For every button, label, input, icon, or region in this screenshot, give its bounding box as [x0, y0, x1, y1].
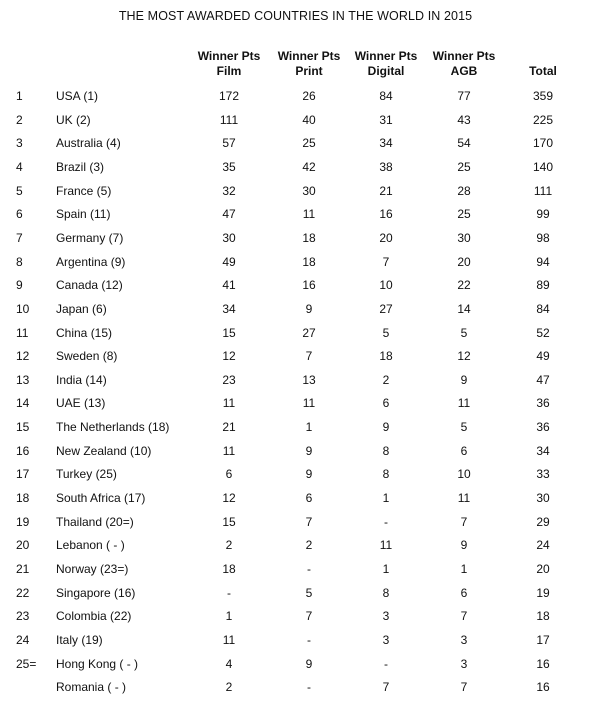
cell-country: Italy (19) [56, 632, 103, 647]
cell-rank: 11 [16, 325, 29, 340]
cell-film: 41 [222, 278, 236, 293]
cell-agb: 5 [460, 325, 468, 340]
cell-total: 18 [536, 609, 550, 624]
table-row [0, 609, 591, 632]
cell-digital: 9 [382, 420, 390, 435]
cell-digital: 84 [379, 89, 393, 103]
cell-total: 29 [536, 514, 550, 529]
cell-print: 5 [305, 585, 313, 600]
cell-agb: 1 [460, 562, 468, 576]
cell-film: 34 [222, 301, 236, 316]
cell-country: New Zealand (10) [56, 443, 152, 458]
cell-country: Romania ( - ) [56, 680, 127, 695]
cell-total: 19 [536, 585, 550, 600]
cell-country: USA (1) [56, 89, 99, 103]
cell-country: Lebanon ( - ) [56, 538, 125, 553]
cell-country: Colombia (22) [56, 609, 132, 624]
cell-rank: 13 [16, 372, 30, 387]
cell-print: 40 [302, 112, 316, 127]
cell-agb: 11 [457, 396, 471, 411]
cell-film: 23 [222, 372, 236, 387]
header-digital-line1: Winner Pts [354, 49, 418, 63]
cell-agb: 25 [457, 207, 471, 222]
cell-rank: 3 [16, 136, 23, 151]
cell-rank: 1 [16, 89, 23, 103]
cell-digital: 21 [379, 183, 393, 198]
cell-digital: 7 [382, 680, 390, 695]
cell-rank: 18 [16, 491, 30, 506]
cell-print: - [307, 680, 311, 695]
cell-rank: 5 [16, 183, 23, 198]
cell-total: 49 [536, 349, 550, 364]
table-row [0, 562, 591, 585]
cell-total: 52 [536, 325, 550, 340]
cell-rank: 12 [16, 349, 30, 364]
cell-film: 49 [222, 254, 236, 269]
cell-print: 6 [305, 491, 313, 506]
cell-agb: 77 [457, 89, 471, 103]
cell-print: - [307, 632, 311, 647]
cell-rank: 16 [16, 443, 30, 458]
cell-agb: 7 [460, 514, 468, 529]
page-title: THE MOST AWARDED COUNTRIES IN THE WORLD IN 2015 [118, 9, 473, 23]
cell-digital: 10 [379, 278, 393, 293]
cell-agb: 30 [457, 230, 471, 245]
cell-print: 7 [305, 609, 313, 624]
cell-agb: 6 [460, 585, 468, 600]
cell-film: 11 [222, 632, 236, 647]
cell-total: 16 [536, 680, 550, 695]
header-print-line1: Winner Pts [277, 49, 341, 63]
cell-total: 36 [536, 420, 550, 435]
table-row [0, 538, 591, 561]
cell-film: 47 [222, 207, 236, 222]
table-row [0, 231, 591, 254]
cell-rank: 8 [16, 254, 23, 269]
cell-digital: 1 [382, 562, 390, 576]
cell-digital: 7 [382, 254, 390, 269]
cell-digital: - [384, 514, 388, 529]
cell-print: 18 [302, 230, 316, 245]
cell-rank: 15 [16, 420, 30, 435]
cell-total: 34 [536, 443, 550, 458]
cell-digital: - [384, 656, 388, 671]
cell-rank: 10 [16, 301, 30, 316]
cell-digital: 8 [382, 585, 390, 600]
header-agb-line1: Winner Pts [432, 49, 496, 63]
cell-country: China (15) [56, 325, 113, 340]
cell-agb: 22 [457, 278, 471, 293]
cell-rank: 2 [16, 112, 23, 127]
cell-print: 2 [305, 538, 313, 553]
table-row [0, 302, 591, 325]
cell-film: 15 [222, 325, 236, 340]
table-row [0, 491, 591, 514]
cell-country: Sweden (8) [56, 349, 118, 364]
cell-film: 4 [225, 656, 233, 671]
table-row [0, 160, 591, 183]
cell-country: Singapore (16) [56, 585, 136, 600]
cell-digital: 2 [382, 372, 390, 387]
cell-agb: 5 [460, 420, 468, 435]
cell-film: 1 [225, 609, 233, 624]
cell-rank: 22 [16, 585, 30, 600]
cell-agb: 3 [460, 656, 468, 671]
cell-digital: 11 [379, 538, 393, 553]
table-row [0, 467, 591, 490]
cell-film: 12 [222, 491, 236, 506]
cell-print: 9 [305, 301, 313, 316]
table-row [0, 136, 591, 159]
cell-print: 16 [302, 278, 316, 293]
cell-agb: 6 [460, 443, 468, 458]
cell-agb: 43 [457, 112, 471, 127]
header-print [277, 49, 341, 81]
cell-rank: 7 [16, 230, 23, 245]
cell-digital: 5 [382, 325, 390, 340]
cell-print: 25 [302, 136, 316, 151]
cell-film: 18 [222, 562, 236, 576]
cell-agb: 9 [460, 538, 468, 553]
cell-rank: 25= [16, 656, 37, 671]
cell-agb: 54 [457, 136, 471, 151]
cell-country: South Africa (17) [56, 491, 146, 506]
cell-total: 47 [536, 372, 550, 387]
cell-print: 1 [305, 420, 313, 435]
cell-agb: 3 [460, 632, 468, 647]
cell-rank: 14 [16, 396, 30, 411]
cell-agb: 25 [457, 159, 471, 174]
cell-digital: 27 [379, 301, 393, 316]
table-row [0, 89, 591, 112]
cell-film: 6 [225, 467, 233, 482]
cell-total: 30 [536, 491, 550, 506]
cell-agb: 12 [457, 349, 471, 364]
table-row [0, 680, 591, 703]
cell-digital: 8 [382, 443, 390, 458]
cell-print: 7 [305, 514, 313, 529]
table-row [0, 278, 591, 301]
cell-print: 13 [302, 372, 316, 387]
header-digital-line2: Digital [367, 64, 405, 78]
cell-film: - [227, 585, 231, 600]
cell-agb: 20 [457, 254, 471, 269]
cell-print: 18 [302, 254, 316, 269]
cell-total: 98 [536, 230, 550, 245]
cell-film: 2 [225, 538, 233, 553]
header-film [197, 49, 261, 81]
cell-country: Argentina (9) [56, 254, 126, 269]
cell-rank: 17 [16, 467, 30, 482]
cell-total: 89 [536, 278, 550, 293]
header-total: Total [529, 64, 557, 78]
cell-film: 11 [222, 443, 236, 458]
cell-agb: 10 [457, 467, 471, 482]
cell-rank: 23 [16, 609, 30, 624]
cell-country: Australia (4) [56, 136, 121, 151]
cell-rank: 9 [16, 278, 23, 293]
header-film-line1: Winner Pts [197, 49, 261, 63]
cell-total: 16 [536, 656, 550, 671]
header-digital [354, 49, 418, 81]
cell-digital: 34 [379, 136, 393, 151]
cell-print: 9 [305, 656, 313, 671]
cell-rank: 24 [16, 632, 30, 647]
cell-film: 35 [222, 159, 236, 174]
cell-film: 32 [222, 183, 236, 198]
cell-country: The Netherlands (18) [56, 420, 170, 435]
cell-total: 170 [532, 136, 554, 151]
cell-digital: 3 [382, 632, 390, 647]
cell-country: UK (2) [56, 112, 91, 127]
cell-rank: 19 [16, 514, 30, 529]
cell-rank: 20 [16, 538, 30, 553]
cell-rank: 21 [16, 562, 30, 576]
header-agb [432, 49, 496, 81]
table-row [0, 586, 591, 609]
cell-agb: 7 [460, 680, 468, 695]
cell-digital: 20 [379, 230, 393, 245]
cell-country: Japan (6) [56, 301, 107, 316]
cell-digital: 1 [382, 491, 390, 506]
cell-agb: 11 [457, 491, 471, 506]
cell-print: 11 [302, 396, 316, 411]
cell-country: Turkey (25) [56, 467, 117, 482]
cell-print: 11 [302, 207, 316, 222]
table-row [0, 184, 591, 207]
cell-print: 27 [302, 325, 316, 340]
cell-country: France (5) [56, 183, 112, 198]
cell-digital: 6 [382, 396, 390, 411]
table-row [0, 255, 591, 278]
cell-total: 36 [536, 396, 550, 411]
table-row [0, 396, 591, 419]
table-row [0, 444, 591, 467]
cell-film: 172 [218, 89, 240, 103]
cell-country: Germany (7) [56, 230, 124, 245]
table-row [0, 207, 591, 230]
cell-country: Norway (23=) [56, 562, 129, 576]
cell-country: UAE (13) [56, 396, 106, 411]
cell-country: Spain (11) [56, 207, 111, 222]
table-row [0, 373, 591, 396]
table-row [0, 420, 591, 443]
cell-agb: 9 [460, 372, 468, 387]
cell-total: 24 [536, 538, 550, 553]
cell-print: 9 [305, 443, 313, 458]
cell-digital: 3 [382, 609, 390, 624]
cell-total: 94 [536, 254, 550, 269]
cell-total: 111 [533, 183, 553, 198]
cell-agb: 28 [457, 183, 471, 198]
cell-digital: 31 [379, 112, 393, 127]
table-row [0, 515, 591, 538]
cell-film: 21 [222, 420, 236, 435]
cell-digital: 38 [379, 159, 393, 174]
cell-country: Thailand (20=) [56, 514, 134, 529]
header-agb-line2: AGB [450, 64, 478, 78]
cell-print: - [307, 562, 311, 576]
cell-print: 7 [305, 349, 313, 364]
header-print-line2: Print [295, 64, 323, 78]
cell-print: 42 [302, 159, 316, 174]
cell-film: 15 [222, 514, 236, 529]
cell-total: 20 [536, 562, 550, 576]
cell-country: India (14) [56, 372, 107, 387]
table-row [0, 113, 591, 136]
cell-digital: 16 [379, 207, 393, 222]
cell-film: 111 [219, 112, 239, 127]
table-row [0, 326, 591, 349]
table-row [0, 633, 591, 656]
cell-total: 140 [532, 159, 554, 174]
cell-film: 57 [222, 136, 236, 151]
cell-total: 17 [536, 632, 550, 647]
cell-print: 30 [302, 183, 316, 198]
cell-total: 99 [536, 207, 550, 222]
cell-agb: 14 [457, 301, 471, 316]
cell-total: 225 [532, 112, 554, 127]
cell-film: 30 [222, 230, 236, 245]
cell-total: 359 [532, 89, 554, 103]
cell-digital: 8 [382, 467, 390, 482]
cell-total: 84 [536, 301, 550, 316]
table-row [0, 657, 591, 680]
cell-agb: 7 [460, 609, 468, 624]
cell-print: 9 [305, 467, 313, 482]
header-film-line2: Film [216, 64, 242, 78]
cell-rank: 6 [16, 207, 23, 222]
cell-total: 33 [536, 467, 550, 482]
cell-rank: 4 [16, 159, 23, 174]
cell-film: 11 [222, 396, 236, 411]
table-row [0, 349, 591, 372]
cell-film: 12 [222, 349, 236, 364]
cell-country: Canada (12) [56, 278, 123, 293]
cell-digital: 18 [379, 349, 393, 364]
cell-print: 26 [302, 89, 316, 103]
cell-country: Hong Kong ( - ) [56, 656, 139, 671]
cell-country: Brazil (3) [56, 159, 105, 174]
cell-film: 2 [225, 680, 233, 695]
